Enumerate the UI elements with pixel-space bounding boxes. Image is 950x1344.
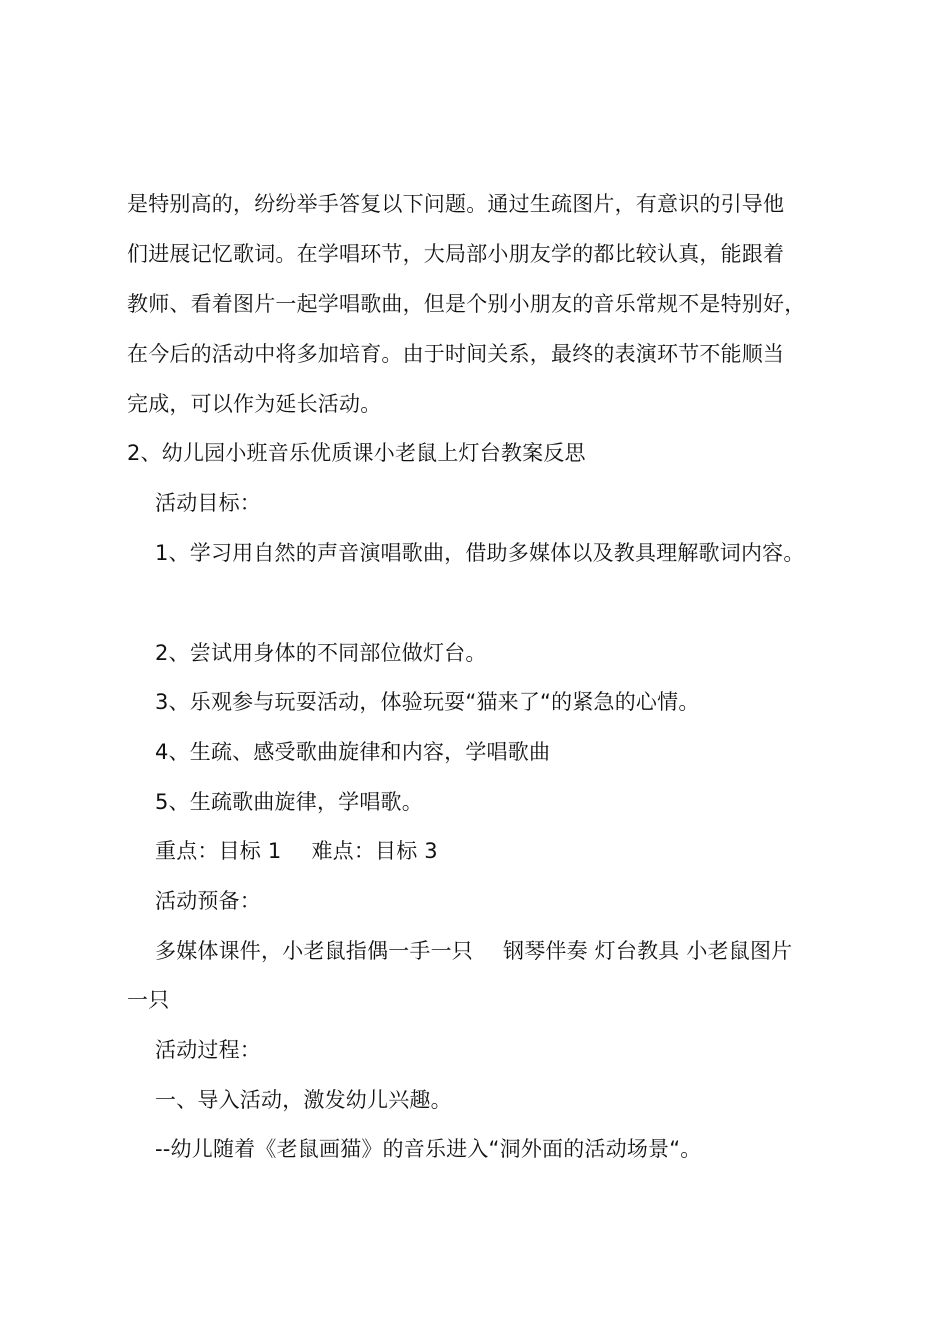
paragraph-line: 们进展记忆歌词。在学唱环节，大局部小朋友学的都比较认真，能跟着 <box>127 242 785 266</box>
goals-heading: 活动目标： <box>155 491 261 515</box>
difficulty: 难点：目标 3 <box>311 839 438 863</box>
goal-item: 1、学习用自然的声音演唱歌曲，借助多媒体以及教具理解歌词内容。 <box>155 541 805 565</box>
goal-item: 2、尝试用身体的不同部位做灯台。 <box>155 641 487 665</box>
goal-item: 3、乐观参与玩耍活动，体验玩耍“猫来了“的紧急的心情。 <box>155 690 700 714</box>
paragraph-line: 教师、看着图片一起学唱歌曲，但是个别小朋友的音乐常规不是特别好， <box>127 292 806 316</box>
paragraph-line: 在今后的活动中将多加培育。由于时间关系，最终的表演环节不能顺当 <box>127 342 785 366</box>
process-step: 一、导入活动，激发幼儿兴趣。 <box>155 1088 452 1112</box>
process-heading: 活动过程： <box>155 1038 261 1062</box>
paragraph-line: 完成，可以作为延长活动。 <box>127 392 382 416</box>
prep-line <box>155 936 792 966</box>
prep-heading: 活动预备： <box>155 889 261 913</box>
prep-text: 多媒体课件，小老鼠指偶一手一只 <box>155 939 473 963</box>
prep-text: 钢琴伴奏 灯台教具 小老鼠图片 <box>503 939 793 963</box>
paragraph-line: 是特别高的，纷纷举手答复以下问题。通过生疏图片，有意识的引导他 <box>127 192 785 216</box>
section-title: 2、幼儿园小班音乐优质课小老鼠上灯台教案反思 <box>127 441 586 465</box>
goal-item: 4、生疏、感受歌曲旋律和内容，学唱歌曲 <box>155 740 551 764</box>
key-point: 重点：目标 1 <box>155 839 282 863</box>
process-step-detail: --幼儿随着《老鼠画猫》的音乐进入“洞外面的活动场景“。 <box>155 1137 702 1161</box>
key-difficulty-line <box>155 836 438 866</box>
prep-line-continued: 一只 <box>127 988 170 1012</box>
goal-item: 5、生疏歌曲旋律，学唱歌。 <box>155 790 423 814</box>
